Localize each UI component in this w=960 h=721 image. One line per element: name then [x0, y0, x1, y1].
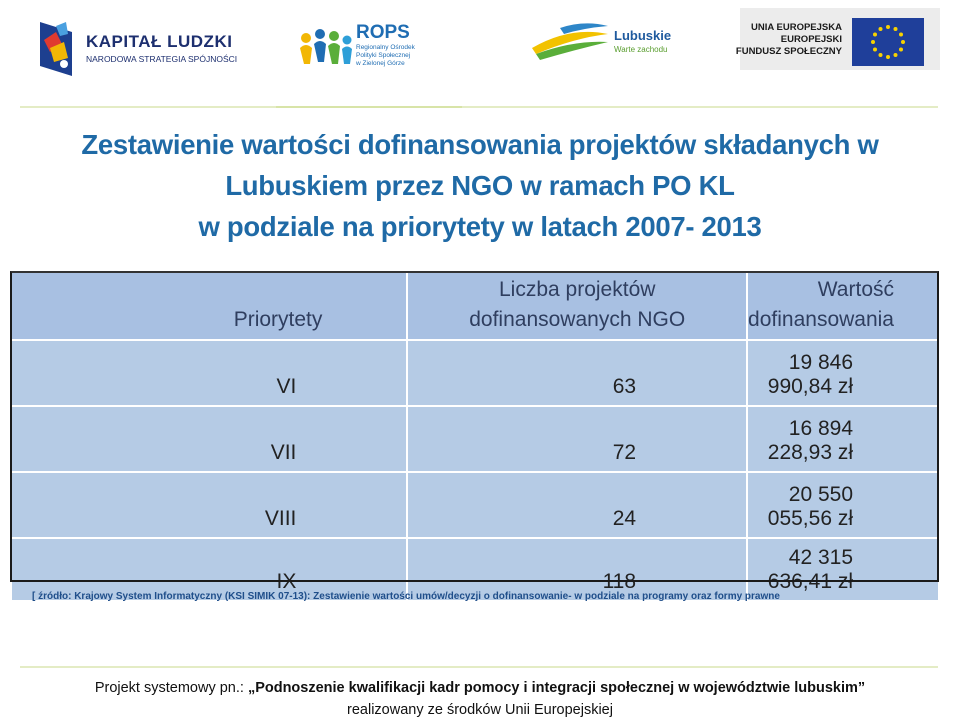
eu-flag-icon — [852, 18, 924, 66]
rops-people-icon — [298, 26, 354, 70]
lubuskie-logo — [530, 20, 690, 64]
rops-title: ROPS — [356, 22, 410, 43]
lubuskie-subtitle: Warte zachodu — [614, 45, 668, 54]
header-project-count-line-2: dofinansowanych NGO — [469, 308, 686, 331]
lubuskie-emblem-icon — [530, 20, 610, 64]
table-row — [11, 340, 939, 406]
table-header-row — [11, 272, 939, 340]
cell-count: 72 — [407, 406, 747, 472]
eu-line-2: EUROPEJSKI — [780, 34, 842, 45]
rops-subtitle: Regionalny Ośrodek Polityki Społecznej w Zielonej Górze — [356, 44, 415, 67]
cell-count: 118 — [407, 538, 747, 601]
funding-table — [10, 271, 940, 602]
cell-count: 63 — [407, 340, 747, 406]
footer-prefix: Projekt systemowy pn.: — [94, 680, 248, 696]
rops-logo — [298, 22, 438, 74]
kapital-ludzki-subtitle: NARODOWA STRATEGIA SPÓJNOŚCI — [86, 54, 238, 64]
header-funding-value: Wartość dofinansowania — [747, 272, 939, 340]
cell-priority: VI — [11, 340, 407, 406]
header-project-count-line-1: Liczba projektów — [499, 278, 656, 301]
page-title — [18, 124, 942, 247]
eu-line-1: UNIA EUROPEJSKA — [751, 22, 842, 33]
kapital-ludzki-emblem-icon — [36, 18, 76, 80]
header-project-count — [407, 272, 747, 340]
footer-project-name: „Podnoszenie kwalifikacji kadr pomocy i integracji społecznej w województwie lubuskim” — [247, 680, 866, 696]
cell-priority: VII — [11, 406, 407, 472]
cell-count: 24 — [407, 472, 747, 538]
table-row — [11, 406, 939, 472]
title-line-3: w podziale na priorytety w latach 2007- 2013 — [198, 211, 762, 242]
kapital-ludzki-logo — [36, 18, 256, 80]
table-row — [11, 472, 939, 538]
cell-priority: IX — [11, 538, 407, 601]
lubuskie-title: Lubuskie — [614, 28, 672, 43]
cell-value: 16 894 228,93 zł — [747, 406, 939, 472]
cell-value: 20 550 055,56 zł — [747, 472, 939, 538]
header-priorities: Priorytety — [11, 272, 407, 340]
kapital-ludzki-title: KAPITAŁ LUDZKI — [86, 32, 233, 51]
footer-funding-line: realizowany ze środków Unii Europejskiej — [347, 702, 613, 718]
eu-logo — [735, 8, 940, 70]
footer-divider — [20, 666, 938, 668]
title-line-1: Zestawienie wartości dofinansowania projektów składanych w — [81, 129, 879, 160]
eu-line-3: FUNDUSZ SPOŁECZNY — [735, 46, 842, 57]
cell-value: 19 846 990,84 zł — [747, 340, 939, 406]
source-note: [ źródło: Krajowy System Informatyczny (KSI SIMIK 07-13): Zestawienie wartości umów/decyzji o dofinansowanie- w podziale na programy oraz formy prawne — [32, 591, 780, 602]
header-divider — [20, 106, 938, 108]
cell-value: 42 315 636,41 zł — [747, 538, 939, 601]
title-line-2: Lubuskiem przez NGO w ramach PO KL — [225, 170, 735, 201]
footer-project-line — [0, 680, 960, 696]
cell-priority: VIII — [11, 472, 407, 538]
